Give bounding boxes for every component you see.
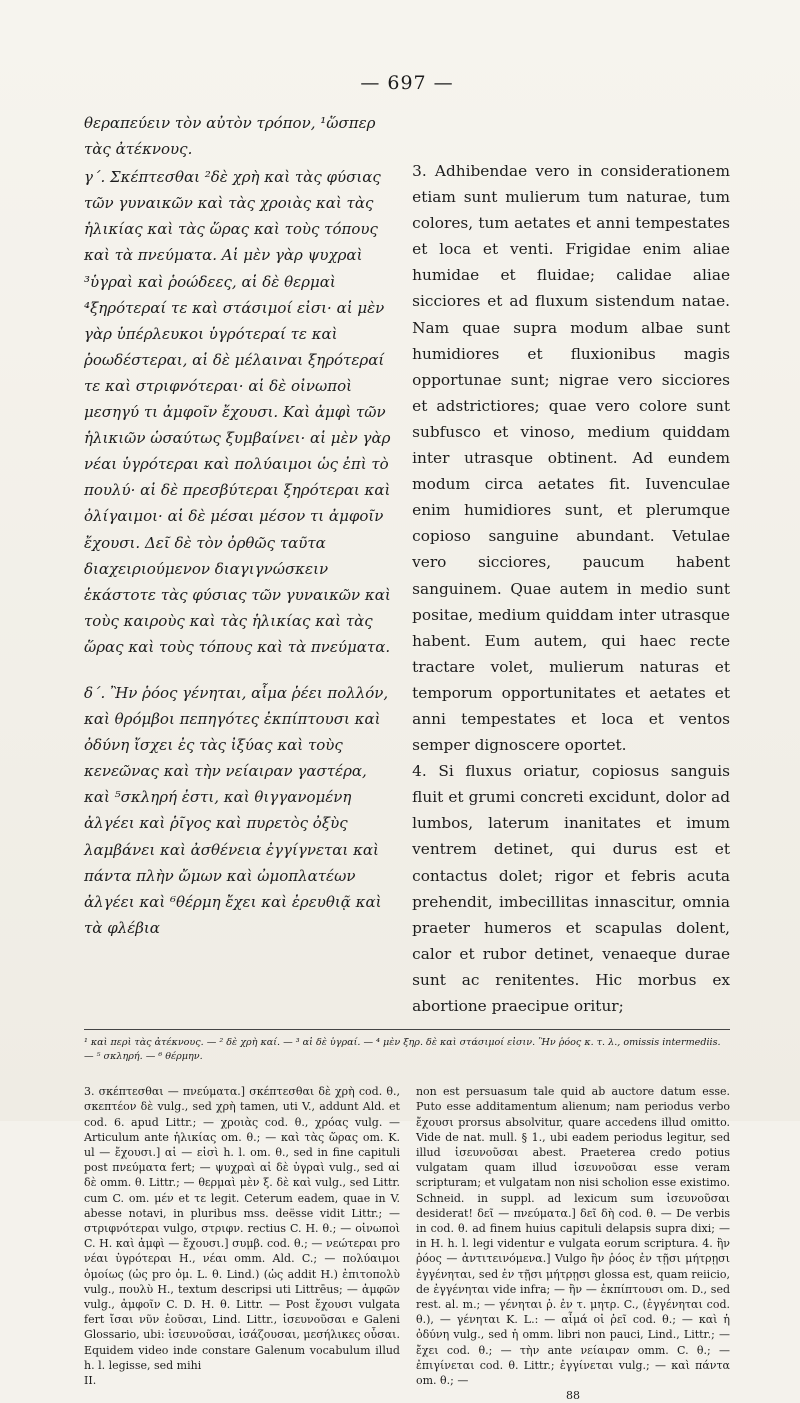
main-text-columns bbox=[84, 110, 730, 1019]
footnotes: ¹ καὶ περὶ τὰς ἀτέκνους. — ² δὲ χρὴ καί. — ³ αἱ δὲ ὑγραί. — ⁴ μὲν ξηρ. δὲ καὶ στάσιμοί εἰσιν. Ἢν ῥόος κ. τ. λ., omissis intermediis. — ⁵ σκληρή. — ⁶ θέρμην. bbox=[84, 1037, 721, 1063]
signature-mark: II. bbox=[84, 1373, 97, 1387]
apparatus-left-text: 3. σκέπτεσθαι — πνεύματα.] σκέπτεσθαι δὲ χρὴ cod. θ., σκεπτέον δὲ vulg., sed χρὴ tamen, uti V., addunt Ald. et cod. 6. apud Littr.; — χροιὰς cod. θ., χρόας vulg. — Articulum ante ἡλικίας om. θ.; — καὶ τὰς ὥρας om. K. ul — ἔχουσι.] αἱ — εἰσὶ h. l. om. θ., sed in fine capituli post πνεύματα fert; — ψυχραὶ αἱ δὲ ὑγραὶ vulg., sed αἱ δὲ omm. θ. Littr.; — θερμαὶ μὲν ξ. δὲ καὶ vulg., sed Littr. cum C. om. μέν et τε legit. Ceterum eadem, quae in V. abesse notavi, in pluribus mss. deësse vidit Littr.; — στριφνότεραι vulgo, στριφν. rectius C. H. θ.; — οἰνωποὶ C. H. καὶ ἀμφὶ — ἔχουσι.] συμβ. cod. θ.; — νεώτεραι pro νέαι ὑγρότεραι H., νέαι omm. Ald. C.; — πολύαιμοι ὁμοίως (ὡς pro ὁμ. L. θ. Lind.) (ὡς addit H.) ἐπιτοπολὺ vulg., πουλὺ H., textum descripsi uti Littrēus; — ἀμφῶν vulg., ἀμφοῖν C. D. H. θ. Littr. — Post ἔχουσι vulgata fert ἴσαι νῦν ἐοῦσαι, Lind. Littr., ἰσευνοῦσαι e Galeni Glossario, ubi: ἰσευνοῦσαι, ἰσάζουσαι, μεσήλικες οὖσαι. Equidem video inde constare Galenum vocabulum illud h. l. legisse, sed mihi bbox=[84, 1085, 400, 1372]
latin-section-3: 3. Adhibendae vero in considerationem etiam sunt mulierum tum naturae, tum colores, tum aetates et anni tempestates et loca et venti. Frigidae enim aliae humidae et fluidae; calidae aliae sicciores et ad fluxum sistendum natae. Nam quae supra modum albae sunt humidiores et fluxionibus magis opportunae sunt; nigrae vero sicciores et adstrictiores; quae vero colore sunt subfusco et vinoso, medium quiddam inter utrasque obtinent. Ad eundem modum circa aetates fit. Iuvenculae enim humidiores sunt, et plerumque copioso sanguine abundant. Vetulae vero sicciores, paucum habent sanguinem. Quae autem in medio sunt positae, medium quiddam inter utrasque habent. Eum autem, qui haec recte tractare volet, mulierum naturas et temporum opportunitates et aetates et anni tempestates et loca et ventos semper dignoscere oportet. bbox=[412, 162, 730, 755]
apparatus-right-text: non est persuasum tale quid ab auctore datum esse. Puto esse additamentum alienum; nam periodus verbo ἔχουσι prorsus absolvitur, quare accedens illud omitto. Vide de nat. mull. § 1., ubi eadem periodus legitur, sed illud ἰσευνοῦσαι abest. Praeterea credo potius vulgatam quam illud ἰσευνοῦσαι esse veram scripturam; et vulgatam non nisi scholion esse existimo. Schneid. in suppl. ad lexicum sum ἰσευνοῦσαι desiderat! δεῖ — πνεύματα.] δεῖ δὴ cod. θ. — De verbis in cod. θ. ad finem huius capituli delapsis supra dixi; — in H. h. l. legi videntur e vulgata eorum scriptura. 4. ἢν ῥόος — ἀντιτεινόμενα.] Vulgo ἢν ῥόος ἐν τῇσι μήτρῃσι ἐγγένηται, sed ἐν τῇσι μήτρῃσι glossa est, quam reiicio, de ἐγγένηται vide infra; — ἢν — ἐκπίπτουσι om. D., sed rest. al. m.; — γένηται ῥ. ἐν τ. μητρ. C., (ἐγγένηται cod. θ.), — γένηται K. L.: — αἷμά οἱ ῥεῖ cod. θ.; — καὶ ἡ ὀδύνη vulg., sed ἡ omm. libri non pauci, Lind., Littr.; — ἔχει cod. θ.; — τὴν ante νείαιραν omm. C. θ.; — ἐπιγίνεται cod. θ. Littr.; ἐγγίνεται vulg.; — καὶ πάντα om. θ.; — bbox=[415, 1085, 730, 1387]
critical-apparatus bbox=[84, 1084, 730, 1403]
sheet-number: 88 bbox=[565, 1389, 580, 1403]
latin-section-4: 4. Si fluxus oriatur, copiosus sanguis fluit et grumi concreti excidunt, dolor ad lumbos, laterum inanitates et imum ventrem detinet, qui durus est et contactus dolet; rigor et febris acuta prehendit, imbecillitas innascitur, omnia praeter humeros et scapulas dolent, calor et rubor detinet, venaeque durae sunt ac renitentes. Hic morbus ex abortione praecipue oritur; bbox=[412, 762, 730, 1015]
apparatus-left bbox=[84, 1084, 400, 1403]
latin-column bbox=[412, 110, 730, 1019]
greek-section-3: γ΄. Σκέπτεσθαι ²δὲ χρὴ καὶ τὰς φύσιας τῶν γυναικῶν καὶ τὰς χροιὰς καὶ τὰς ἡλικίας καὶ τὰς ὥρας καὶ τοὺς τόπους καὶ τὰ πνεύματα. Αἱ μὲν γὰρ ψυχραὶ ³ὑγραὶ καὶ ῥοώδεες, αἱ δὲ θερμαὶ ⁴ξηρότεραί τε καὶ στάσιμοί εἰσι· αἱ μὲν γὰρ ὑπέρλευκοι ὑγρότεραί τε καὶ ῥοωδέστεραι, αἱ δὲ μέλαιναι ξηρότεραί τε καὶ στριφνότεραι· αἱ δὲ οἰνωποὶ μεσηγύ τι ἀμφοῖν ἔχουσι. Καὶ ἀμφὶ τῶν ἡλικιῶν ὡσαύτως ξυμβαίνει· αἱ μὲν γὰρ νέαι ὑγρότεραι καὶ πολύαιμοι ὡς ἐπὶ τὸ πουλύ· αἱ δὲ πρεσβύτεραι ξηρότεραι καὶ ὀλίγαιμοι· αἱ δὲ μέσαι μέσον τι ἀμφοῖν ἔχουσι. Δεῖ δὲ τὸν ὀρθῶς ταῦτα διαχειριούμενον διαγιγνώσκειν ἑκάστοτε τὰς φύσιας τῶν γυναικῶν καὶ τοὺς καιροὺς καὶ τὰς ἡλικίας καὶ τὰς ὥρας καὶ τοὺς τόπους καὶ τὰ πνεύματα. bbox=[84, 168, 391, 656]
greek-column bbox=[84, 110, 394, 1019]
greek-section-4: δ΄. Ἢν ῥόος γένηται, αἷμα ῥέει πολλόν, καὶ θρόμβοι πεπηγότες ἐκπίπτουσι καὶ ὀδύνη ἴσχει ἐς τὰς ἰξύας καὶ τοὺς κενεῶνας καὶ τὴν νείαιραν γαστέρα, καὶ ⁵σκληρή ἐστι, καὶ θιγγανομένη ἀλγέει καὶ ῥῖγος καὶ πυρετὸς ὀξὺς λαμβάνει καὶ ἀσθένεια ἐγγίγνεται καὶ πάντα πλὴν ὤμων καὶ ὠμοπλατέων ἀλγέει καὶ ⁶θέρμη ἔχει καὶ ἐρευθιᾷ καὶ τὰ φλέβια bbox=[84, 683, 389, 937]
footnote-divider bbox=[84, 1029, 730, 1030]
page-number: — 697 — bbox=[360, 72, 454, 94]
apparatus-right bbox=[416, 1084, 730, 1403]
greek-lead-text: θεραπεύειν τὸν αὐτὸν τρόπον, ¹ὥσπερ τὰς ἀτέκνους. bbox=[84, 114, 376, 159]
